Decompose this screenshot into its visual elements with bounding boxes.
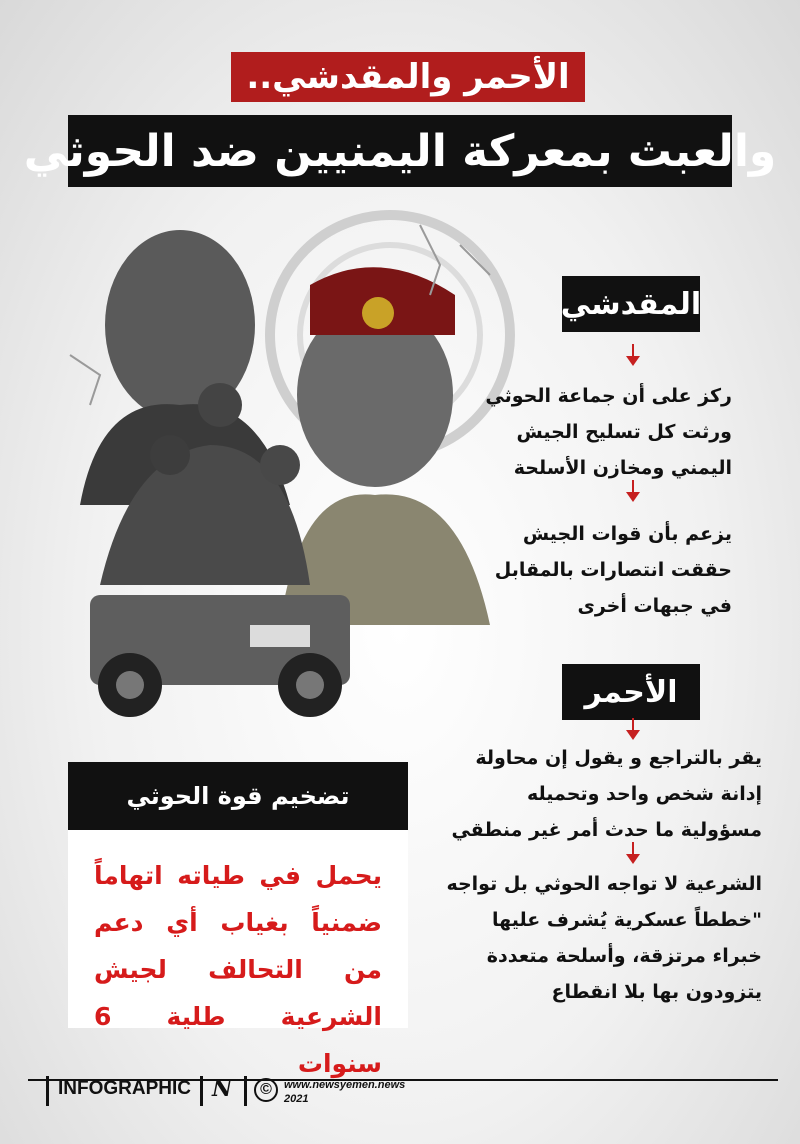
down-arrow-icon (624, 718, 642, 740)
newsyemen-logo-icon: N (211, 1076, 233, 1102)
website-url: www.newsyemen.news (284, 1079, 406, 1091)
down-arrow-icon (624, 344, 642, 366)
box-header: تضخيم قوة الحوثي (68, 762, 408, 830)
footer-bar-left (46, 1076, 49, 1106)
footer-year: 2021 (284, 1093, 309, 1105)
footer-bar-mid (200, 1076, 203, 1106)
ahmar-point-1: يقر بالتراجع و يقول إن محاولة إدانة شخص واحد وتحميله مسؤولية ما حدث أمر غير منطقي (451, 747, 762, 841)
section-header-ahmar: الأحمر (562, 664, 700, 720)
section-header-maqdashi: المقدشي (562, 276, 700, 332)
maqdashi-point-1: ركز على أن جماعة الحوثي ورثت كل تسليح الجيش اليمني ومخازن الأسلحة (485, 385, 732, 479)
infographic-label: INFOGRAPHIC (58, 1078, 191, 1099)
copyright-icon: © (254, 1078, 278, 1102)
title-line-2: والعبث بمعركة اليمنيين ضد الحوثي (68, 115, 732, 187)
maqdashi-point-2: يزعم بأن قوات الجيش حققت انتصارات بالمقابل في جبهات أخرى (494, 523, 732, 617)
soldiers-photo-collage (60, 205, 530, 745)
title-line-1: الأحمر والمقدشي.. (231, 52, 585, 102)
down-arrow-icon (624, 842, 642, 864)
footer-bar-right (244, 1076, 247, 1106)
ahmar-point-2: الشرعية لا تواجه الحوثي بل تواجه "خططاً عسكرية يُشرف عليها خبراء مرتزقة، وأسلحة متعددة يتزودون بها بلا انقطاع (446, 873, 762, 1003)
down-arrow-icon (624, 480, 642, 502)
box-body-text: يحمل في طياته اتهاماً ضمنياً بغياب أي دعم من التحالف لجيش الشرعية طلية 6 سنوات (68, 830, 408, 1028)
